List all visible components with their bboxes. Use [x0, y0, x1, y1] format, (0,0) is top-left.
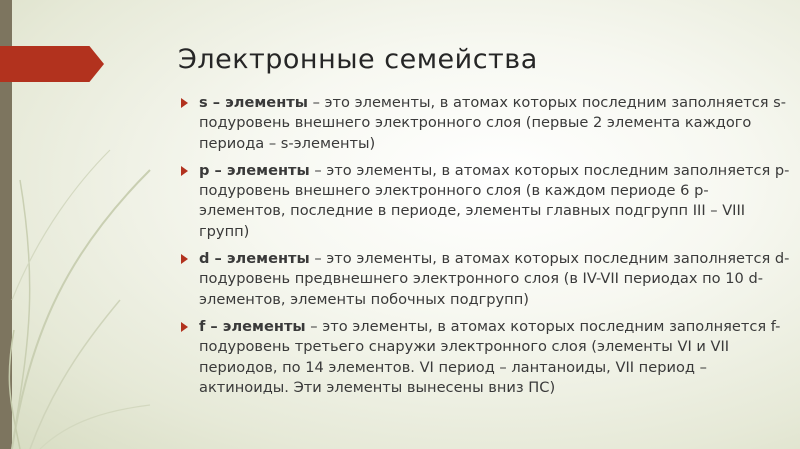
item-text: – это элементы, в атомах которых последним заполняется s-подуровень внешнего электронного слоя (первые 2 элемента каждого периода – s-элементы) [199, 94, 787, 152]
triangle-bullet-icon [181, 98, 188, 108]
triangle-bullet-icon [181, 166, 188, 176]
item-term: p – элементы [199, 161, 310, 179]
title-ribbon [0, 46, 104, 82]
item-text: – это элементы, в атомах которых последним заполняется f-подуровень третьего снаружи электронного слоя (элементы VI и VII периодов, по 14 элементов. VI период – лантаноиды, VII период – актиноиды. Эти элементы вынесены вниз ПС) [199, 317, 781, 396]
list-item [181, 249, 793, 310]
item-text: – это элементы, в атомах которых последним заполняется d-подуровень предвнешнего электронного слоя (в IV-VII периодах по 10 d-элементов, элементы побочных подгрупп) [199, 250, 790, 308]
item-term: d – элементы [199, 250, 310, 268]
list-item [181, 161, 793, 242]
list-item [181, 93, 793, 154]
item-term: s – элементы [199, 94, 308, 111]
bullet-list [181, 93, 793, 405]
list-item [181, 317, 793, 398]
triangle-bullet-icon [181, 254, 188, 264]
item-term: f – элементы [199, 317, 306, 335]
triangle-bullet-icon [181, 322, 188, 332]
item-text: – это элементы, в атомах которых последним заполняется p-подуровень внешнего электронного слоя (в каждом периоде 6 p-элементов, последние в периоде, элементы главных подгрупп III – VIII групп) [199, 161, 790, 240]
slide-title: Электронные семейства [178, 44, 538, 75]
